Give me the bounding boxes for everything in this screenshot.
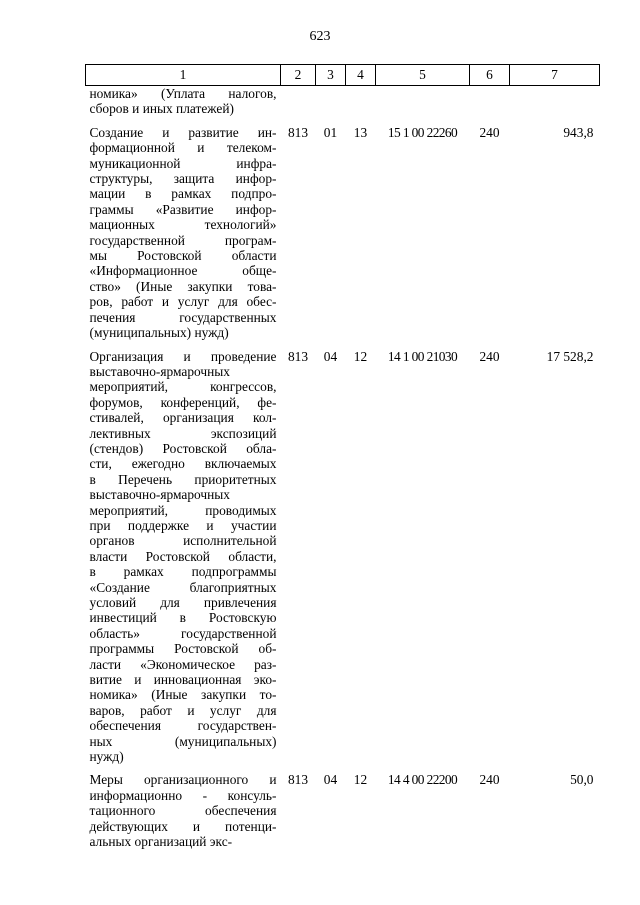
cell-target-article-code: 14 4 00 22200 [387,772,458,788]
description-line: стивалей, организация кол- [89,410,277,426]
description-line: форумов, конференций, фе- [89,394,277,410]
column-header-4: 4 [346,65,376,86]
row-description [86,764,281,849]
description-line: мероприятий, конгрессов, [89,379,277,395]
description-line: (стендов) Ростовской обла- [89,440,277,456]
description-line: выставочно-ярмарочных [89,487,230,503]
cell-amount: 50,0 [570,772,594,788]
cell-ministry-code: 813 [287,348,309,364]
cell-subsection-code: 12 [353,348,368,364]
description-line: номика» (Уплата налогов, [89,86,277,101]
description-line: варов, работ и услуг для [89,702,277,718]
description-line: номика» (Иные закупки то- [89,687,277,703]
description-line: Создание и развитие ин- [89,124,277,140]
description-line: Организация и проведение [89,348,277,364]
cell-ministry-code: 813 [287,124,309,140]
column-header-6: 6 [470,65,510,86]
description-line: альных организаций экс- [89,834,233,850]
table-row [86,86,600,117]
cell-amount: 943,8 [563,124,594,140]
cell-expense-type-code: 240 [479,124,500,140]
description-line: муникационной инфра- [89,155,277,171]
description-line: печения государственных [89,309,277,325]
cell-subsection-code [346,86,376,117]
cell-amount: 17 528,2 [546,348,594,364]
description-line: мационных технологий» [89,217,277,233]
description-line: структуры, защита инфор- [89,171,277,187]
cell-section-code: 04 [323,348,338,364]
cell-section-code: 01 [323,124,338,140]
cell-subsection-code: 12 [353,772,368,788]
budget-table [85,64,600,850]
description-line: ласти «Экономическое раз- [89,656,277,672]
description-line: «Создание благоприятных [89,579,277,595]
cell-ministry-code: 813 [287,772,309,788]
table-row [86,764,600,849]
description-line: ных (муниципальных) [89,733,277,749]
description-line: ство» (Иные закупки това- [89,278,277,294]
cell-amount [510,86,600,117]
column-header-3: 3 [316,65,346,86]
description-line: мации в рамках подпро- [89,186,277,202]
table-row [86,117,600,341]
description-line: «Информационное обще- [89,263,277,279]
description-line: информационно - консуль- [89,787,277,803]
description-line: инвестиций в Ростовскую [89,610,277,626]
description-line: сти, ежегодно включаемых [89,456,277,472]
description-line: власти Ростовской области, [89,548,277,564]
cell-target-article-code [376,86,470,117]
description-line: область» государственной [89,625,277,641]
description-line: обеспечения государствен- [89,718,277,734]
description-line: Меры организационного и [89,772,277,788]
description-line: в Перечень приоритетных [89,471,277,487]
cell-expense-type-code [470,86,510,117]
description-line: выставочно-ярмарочных [89,363,230,379]
cell-section-code [316,86,346,117]
column-header-2: 2 [281,65,316,86]
description-line: мы Ростовской области [89,248,277,264]
cell-section-code: 04 [323,772,338,788]
column-header-1: 1 [86,65,281,86]
description-line: тационного обеспечения [89,803,277,819]
description-line: нужд) [89,749,124,765]
cell-expense-type-code: 240 [479,348,500,364]
description-line: органов исполнительной [89,533,277,549]
description-line: мероприятий, проводимых [89,502,277,518]
column-header-7: 7 [510,65,600,86]
column-header-5: 5 [376,65,470,86]
cell-subsection-code: 13 [353,124,368,140]
row-description [86,86,281,117]
description-line: сборов и иных платежей) [89,101,234,117]
cell-ministry-code [281,86,316,117]
description-line: действующих и потенци- [89,818,277,834]
description-line: ров, работ и услуг для обес- [89,294,277,310]
description-line: лективных экспозиций [89,425,277,441]
description-line: государственной програм- [89,232,277,248]
description-line: условий для привлечения [89,595,277,610]
table-row [86,341,600,765]
cell-target-article-code: 15 1 00 22260 [387,124,458,140]
row-description [86,341,281,765]
description-line: витие и инновационная эко- [89,672,277,688]
description-line: при поддержке и участии [89,517,277,533]
description-line: (муниципальных) нужд) [89,325,229,341]
cell-expense-type-code: 240 [479,772,500,788]
page-number: 623 [309,29,331,44]
column-header-row [86,65,600,86]
description-line: программы Ростовской об- [89,641,277,657]
description-line: в рамках подпрограммы [89,564,277,580]
cell-target-article-code: 14 1 00 21030 [387,348,458,364]
description-line: формационной и телеком- [89,140,277,156]
row-description [86,117,281,341]
description-line: граммы «Развитие инфор- [89,201,277,217]
